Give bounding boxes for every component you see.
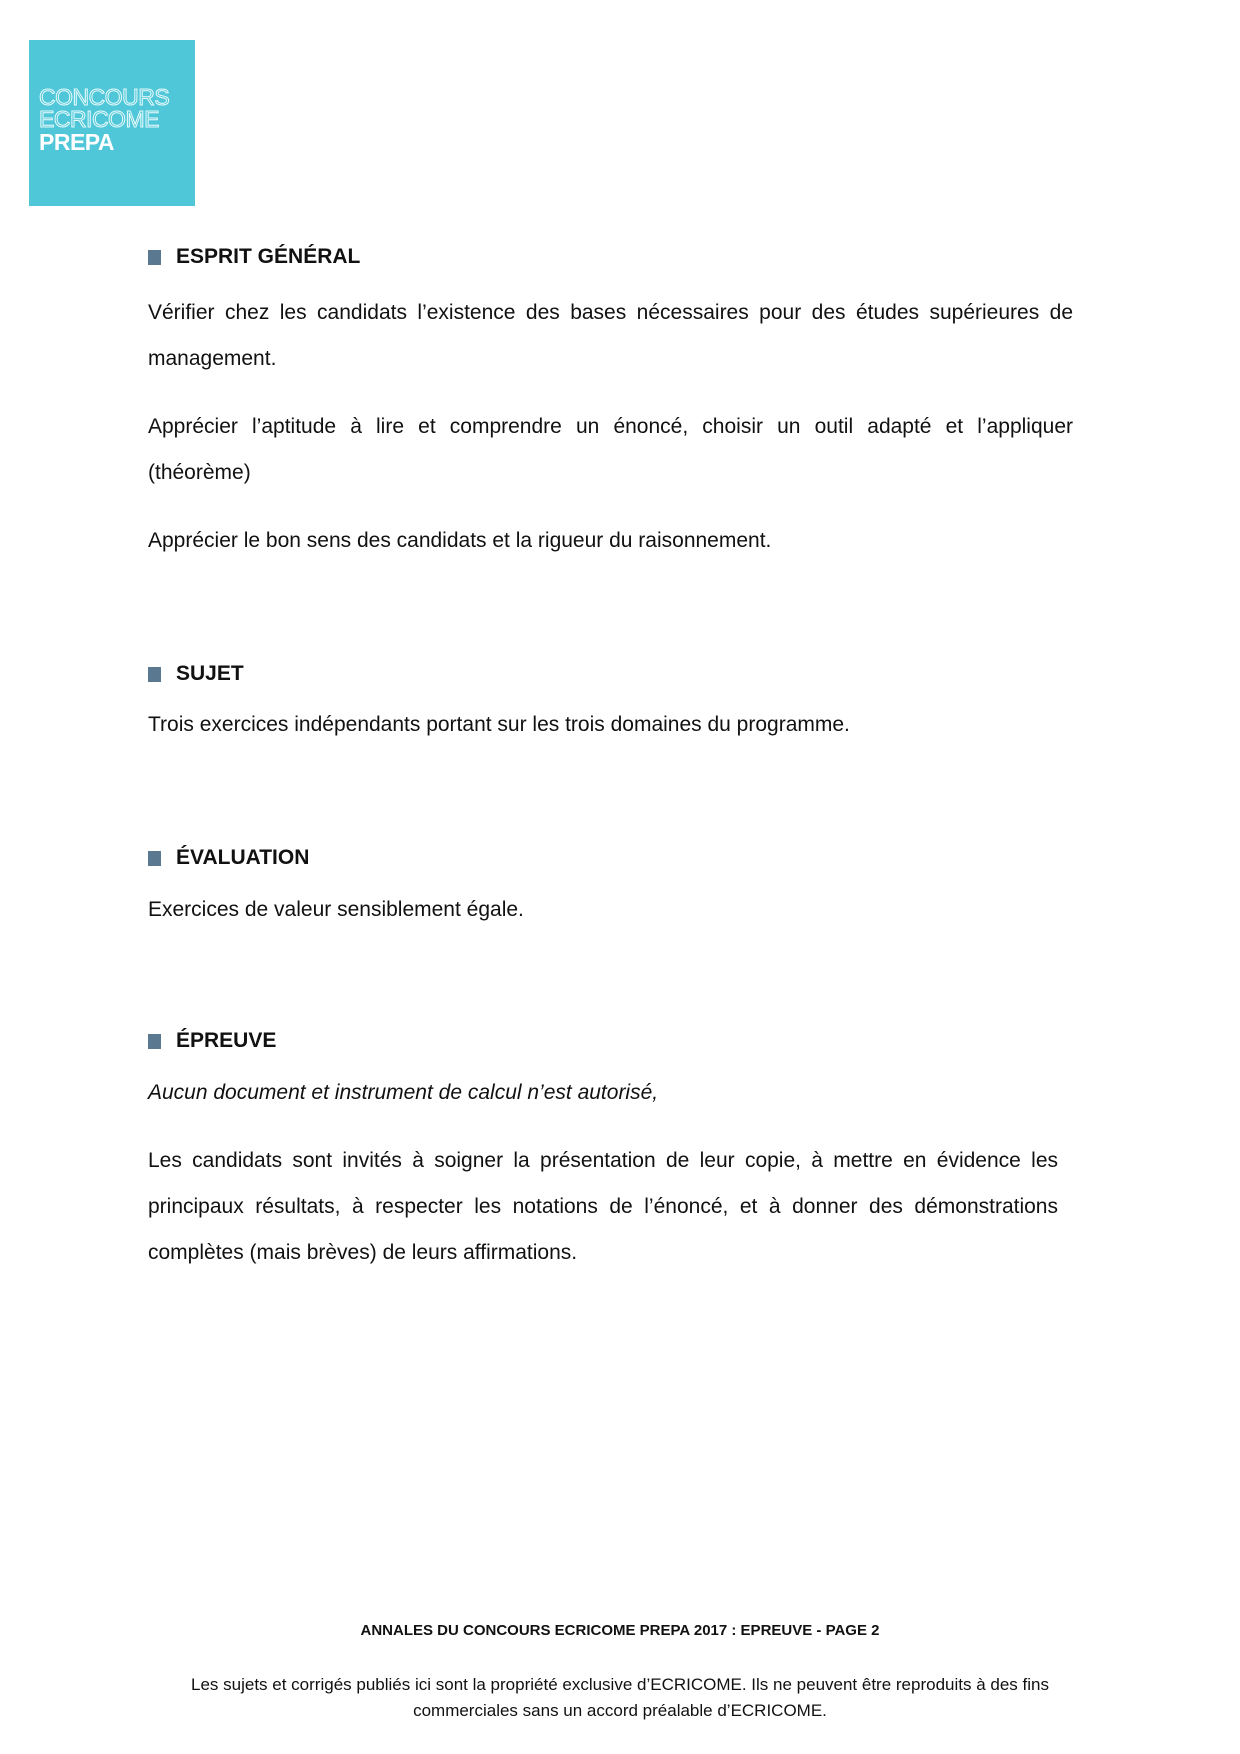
section-heading-text: ESPRIT GÉNÉRAL	[176, 245, 361, 268]
paragraph: Vérifier chez les candidats l’existence des bases nécessaires pour des études supérieures de management.	[148, 301, 1073, 370]
section-heading-sujet	[148, 662, 244, 686]
section-heading-text: ÉPREUVE	[176, 1029, 277, 1052]
paragraph: Apprécier le bon sens des candidats et la rigueur du raisonnement.	[148, 529, 772, 552]
paragraph: Apprécier l’aptitude à lire et comprendre un énoncé, choisir un outil adapté et l’appliquer (théorème)	[148, 415, 1073, 484]
paragraph: Les candidats sont invités à soigner la présentation de leur copie, à mettre en évidence les principaux résultats, à respecter les notations de l’énoncé, et à donner des démonstrations complètes (mais brèves) de leurs affirmations.	[148, 1149, 1058, 1264]
logo-text-prepa: PREPA	[39, 129, 115, 155]
section-heading-epreuve	[148, 1029, 276, 1053]
logo-text-concours: CONCOURS	[39, 84, 170, 110]
section-heading-text: SUJET	[176, 662, 244, 685]
section-heading-esprit-general	[148, 245, 360, 269]
section-heading-text: ÉVALUATION	[176, 846, 310, 869]
ecricome-logo	[29, 40, 195, 206]
paragraph: Exercices de valeur sensiblement égale.	[148, 898, 524, 921]
logo-text-ecricome: ECRICOME	[39, 106, 159, 132]
bullet-square-icon	[148, 851, 161, 866]
section-heading-evaluation	[148, 846, 309, 870]
bullet-square-icon	[148, 250, 161, 265]
paragraph: Trois exercices indépendants portant sur les trois domaines du programme.	[148, 713, 850, 736]
footer-title: ANNALES DU CONCOURS ECRICOME PREPA 2017 : EPREUVE - PAGE 2	[360, 1622, 880, 1639]
paragraph-italic: Aucun document et instrument de calcul n’est autorisé,	[148, 1081, 659, 1104]
bullet-square-icon	[148, 1034, 161, 1049]
bullet-square-icon	[148, 667, 161, 682]
footer-note: Les sujets et corrigés publiés ici sont la propriété exclusive d’ECRICOME. Ils ne peuvent être reproduits à des fins commerciales sans un accord préalable d’ECRICOME.	[191, 1675, 1049, 1720]
